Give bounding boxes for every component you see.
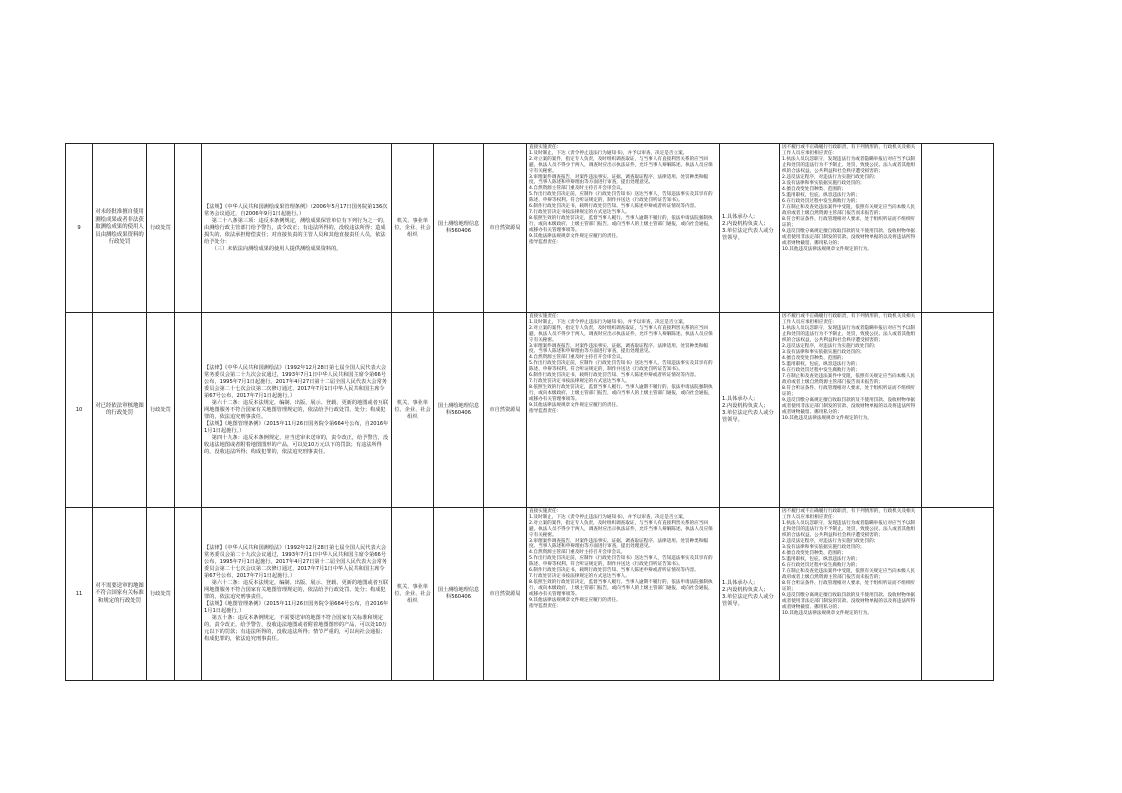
responsibility-list — [527, 508, 720, 681]
responsibility-line: 5.作出行政处罚决定前，应制作《行政处罚告知书》送达当事人，告知违法事实及其享有的陈述、申辩等权利。符合听证规定的，制作并送达《行政处罚听证告知书》。 — [529, 556, 713, 568]
responsible-department: 国土测绘地理信息科560406 — [434, 508, 484, 681]
accountability-line: 9.违反罚缴分离规定擅自收取罚款的及不使用罚款、没收财物单据或者使用非法定部门制发的罚款、没收财物单据的以及将违法所得或者财物截留、挪用私分的； — [782, 229, 916, 246]
item-name: 对不需要送审的地图不符合国家有关标准和规定的行政处罚 — [93, 508, 147, 681]
table-row — [66, 313, 994, 508]
table-row — [66, 144, 994, 313]
responsibility-line: 6.制作行政处罚决定书，载明行政处罚告知、当事人陈述申辩或者听证情况等内容。 — [529, 204, 699, 210]
accountability-line: 1.执法人员玩忽职守，发现违法行为或者隐瞒举报后对应当予以制止和处罚的违法行为不予制止、处罚，致使公民、法人或者其他组织的合法权益、公共利益和社会秩序遭受损害的； — [782, 521, 916, 538]
row-number: 9 — [66, 144, 93, 313]
responsible-department: 国土测绘地理信息科560406 — [434, 144, 484, 313]
responsible-bureau: 市自然资源局 — [484, 313, 527, 508]
responsibility-list — [527, 144, 720, 313]
responsibility-line: 2.对立案的案件，指定专人负责，及时组织调查取证，与当事人有直接利害关系的应当回避。执法人员不得少于两人，调查时应出示执法证件，允许当事人辩解陈述。执法人员应保守有关秘密。 — [529, 156, 713, 174]
responsibility-line: 7.行政处罚决定书按法律规定的方式送达当事人。 — [529, 573, 630, 579]
responsibility-line: 3.审理案件调查报告，对案件违法事实、证据、调查取证程序、法律适用、处罚种类和幅度、当事人陈述和申辩理由等方面进行审查，提出处理意见。 — [529, 538, 708, 550]
responsible-bureau: 市自然资源局 — [484, 508, 527, 681]
responsibility-line: 4.自然资源主管部门重及时主持召开会审会议。 — [529, 355, 626, 361]
responsibility-line: 3.审理案件调查报告，对案件违法事实、证据、调查取证程序、法律适用、处罚种类和幅度、当事人陈述和申辩理由等方面进行审查，提出处理意见。 — [529, 343, 708, 355]
power-list-table — [65, 143, 994, 681]
accountability-line: 4.擅自改变处罚种类、范围的； — [782, 356, 847, 361]
accountable-line: 3.单位法定代表人或分管领导。 — [722, 410, 774, 423]
accountability-line: 5.滥用职权，包庇、纵容违法行为的； — [782, 193, 860, 198]
responsibility-line: 直接实施责任： — [529, 145, 562, 150]
power-category: 行政处罚 — [147, 313, 175, 508]
accountability-line: 7.在制止和及查处违法案件中受阻，依照有关规定应当向本级人民政府或者上级自然资源主管部门报告而未报告的； — [782, 374, 916, 385]
responsibility-line: 指导监督责任： — [529, 603, 562, 609]
responsibility-line: 2.对立案的案件，指定专人负责，及时组织调查取证，与当事人有直接利害关系的应当回避。执法人员不得少于两人，调查时应出示执法证件，允许当事人辩解陈述。执法人员应保守有关秘密。 — [529, 520, 713, 538]
responsibility-line: 6.制作行政处罚决定书，载明行政处罚告知、当事人陈述申辩或者听证情况等内容。 — [529, 568, 699, 574]
remarks-cell — [922, 508, 994, 681]
accountability-line: 7.在制止和及查处违法案件中受阻，依照有关规定应当向本级人民政府或者上级自然资源主管部门报告而未报告的； — [782, 569, 916, 580]
accountability-line: 1.执法人员玩忽职守，发现违法行为或者隐瞒举报后对应当予以制止和处罚的违法行为不予制止、处罚，致使公民、法人或者其他组织的合法权益、公共利益和社会秩序遭受损害的； — [782, 326, 916, 343]
accountability-line: 10.其他违反法律法规规章文件规定的行为。 — [782, 611, 872, 616]
empty-cell — [175, 144, 202, 313]
implementing-subject: 机关、事业单位、企业、社会组织 — [392, 313, 434, 508]
responsibility-line: 1.及时制止，下达《责令停止违法行为通知书》，并予以审查，决定是否立案。 — [529, 150, 688, 156]
accountability-line: 2.违反法定程序，对违法行为实施行政处罚的； — [782, 539, 879, 544]
responsibility-line: 2.对立案的案件，指定专人负责，及时组织调查取证，与当事人有直接利害关系的应当回避。执法人员不得少于两人，调查时应出示执法证件，允许当事人辩解陈述。执法人员应保守有关秘密。 — [529, 325, 713, 343]
responsibility-list — [527, 313, 720, 508]
responsible-department: 国土测绘地理信息科560406 — [434, 313, 484, 508]
responsibility-line: 4.自然资源主管部门重及时主持召开会审会议。 — [529, 186, 626, 192]
responsible-bureau: 市自然资源局 — [484, 144, 527, 313]
responsibility-line: 指导监督责任： — [529, 408, 562, 414]
responsibility-line: 9.其他法律法规规章文件规定应履行的责任。 — [529, 402, 621, 408]
power-category: 行政处罚 — [147, 508, 175, 681]
item-name: 对已经依法审核地图的行政处罚 — [93, 313, 147, 508]
responsibility-line: 5.作出行政处罚决定前，应制作《行政处罚告知书》送达当事人，告知违法事实及其享有的陈述、申辩等权利。符合听证规定的，制作并送达《行政处罚听证告知书》。 — [529, 361, 713, 373]
responsibility-line: 3.审理案件调查报告，对案件违法事实、证据、调查取证程序、法律适用、处罚种类和幅度、当事人陈述和申辩理由等方面进行审查，提出处理意见。 — [529, 174, 708, 186]
responsibility-line: 7.行政处罚决定书按法律规定的方式送达当事人。 — [529, 209, 630, 215]
responsibility-line: 9.其他法律法规规章文件规定应履行的责任。 — [529, 233, 621, 239]
basis-paragraph: 【法律】《中华人民共和国测绘法》（1992年12月28日第七届全国人民代表大会常务委员会第二十九次会议通过，1993年7月1日中华人民共和国主席令第66号公布，1995年7月1日起施行。2017年4月27日第十二届全国人民代表大会常务委员会第二十七次会议第二次修订通过，2017年7月1日中华人民共和国主席令第67号公布，2017年7月1日起施行。） — [204, 364, 387, 399]
accountability-line: 9.违反罚缴分离规定擅自收取罚款的及不使用罚款、没收财物单据或者使用非法定部门制发的罚款、没收财物单据的以及将违法所得或者财物截留、挪用私分的； — [782, 593, 916, 610]
basis-paragraph: 【法律】《中华人民共和国测绘法》（1992年12月28日第七届全国人民代表大会常务委员会第二十九次会议通过，1993年7月1日中华人民共和国主席令第66号公布，1995年7月1日起施行。2017年4月27日第十二届全国人民代表大会常务委员会第二十七次会议第二次修订通过，2017年7月1日中华人民共和国主席令第67号公布，2017年7月1日起施行。） — [204, 545, 387, 579]
power-category: 行政处罚 — [147, 144, 175, 313]
responsibility-line: 6.制作行政处罚决定书，载明行政处罚告知、当事人陈述申辩或者听证情况等内容。 — [529, 373, 699, 379]
basis-paragraph: 第五十条：违反本条例规定，不需要送审的地图不符合国家有关标准和规定的，责令改正，给予警告，没收违法地图或者附着地图图形的产品，可以处10万元以下的罚款；有违法所得的，没收违法所得；情节严重的，可以向社会通报；构成犯罪的，依法追究刑事责任。 — [204, 615, 387, 642]
accountability-line: 8.符合听证条件、行政管理相对人要求，处于组织听证而不组织听证的； — [782, 581, 916, 592]
accountability-line: 10.其他违反法律法规规章文件规定的行为。 — [782, 247, 872, 252]
accountability-line: 8.符合听证条件、行政管理相对人要求，处于组织听证而不组织听证的； — [782, 386, 916, 397]
accountable-line: 1.具体承办人； — [722, 580, 759, 586]
basis-paragraph: 第二十八条第三项：违反本条例规定，测绘成果保管单位有下列行为之一的，由测绘行政主管部门给予警告，责令改正；有违法所得的，没收违法所得；造成损失的，依法承担赔偿责任；对直接负责的主管人员和其他直接责任人员，依法给予处分： — [204, 217, 389, 245]
legal-basis — [202, 313, 392, 508]
table-row — [66, 508, 994, 681]
basis-paragraph: （三）未依法向测绘成果的使用人提供测绘成果资料的。 — [211, 245, 342, 252]
accountable-line: 1.具体承办人； — [722, 396, 759, 402]
remarks-cell — [922, 313, 994, 508]
remarks-cell — [922, 144, 994, 313]
empty-cell — [175, 313, 202, 508]
accountability-cases — [780, 508, 922, 681]
legal-basis — [202, 144, 392, 313]
accountability-line: 10.其他违反法律法规规章文件规定的行为。 — [782, 416, 872, 421]
responsibility-line: 9.其他法律法规规章文件规定应履行的责任。 — [529, 597, 621, 603]
accountability-line: 5.滥用职权，包庇、纵容违法行为的； — [782, 557, 860, 562]
accountability-line: 6.在行政处罚过程中发生腐败行为的； — [782, 368, 860, 373]
empty-cell — [175, 508, 202, 681]
accountable-line: 3.单位法定代表人或分管领导。 — [722, 594, 774, 607]
accountability-line: 3.没有法律和事实依据实施行政处罚的； — [782, 545, 865, 550]
responsibility-line: 5.作出行政处罚决定前，应制作《行政处罚告知书》送达当事人，告知违法事实及其享有的陈述、申辩等权利。符合听证规定的，制作并送达《行政处罚听证告知书》。 — [529, 192, 713, 204]
accountability-line: 4.擅自改变处罚种类、范围的； — [782, 187, 847, 192]
responsibility-line: 直接实施责任： — [529, 314, 562, 319]
accountable-persons — [720, 508, 780, 681]
accountability-line: 5.滥用职权，包庇、纵容违法行为的； — [782, 362, 860, 367]
responsibility-line: 指导监督责任： — [529, 239, 562, 245]
responsibility-line: 7.行政处罚决定书按法律规定的方式送达当事人。 — [529, 378, 630, 384]
basis-paragraph: 第四十九条：违反本条例规定，应当送审未送审的，责令改正，给予警告，没收违法地图或者附着地图图形的产品，可以处10万元以下的罚款；有违法所得的，没收违法所得；构成犯罪的，依法追究刑事责任。 — [204, 434, 389, 455]
accountability-cases — [780, 313, 922, 508]
responsibility-line: 8.依照生效的行政处罚决定，监督当事人履行。当事人逾期不履行的，依法申请法院强制执行，或向本级政府、上级主管部门报告，或向当事人的上级主管部门通报，或向社会通报，或移办有关管理事项等。 — [529, 384, 713, 402]
accountable-line: 2.内设机构负责人； — [722, 403, 769, 409]
accountable-persons — [720, 144, 780, 313]
accountability-cases — [780, 144, 922, 313]
accountability-line: 3.没有法律和事实依据实施行政处罚的； — [782, 181, 865, 186]
accountability-line: 2.违反法定程序，对违法行为实施行政处罚的； — [782, 175, 879, 180]
implementing-subject: 机关、事业单位、企业、社会组织 — [392, 144, 434, 313]
row-number: 11 — [66, 508, 93, 681]
row-number: 10 — [66, 313, 93, 508]
accountable-persons — [720, 313, 780, 508]
accountability-line: 6.在行政处罚过程中发生腐败行为的； — [782, 563, 860, 568]
basis-paragraph: 【法规】《地图管理条例》（2015年11月26日国务院令第664号公布，自2016年1月1日起施行。） — [204, 601, 389, 614]
accountable-line: 1.具体承办人； — [722, 214, 759, 220]
accountability-line: 因不履行或不正确履行行政职责，有下列情形的，行政机关及相关工作人员应承担相应责任： — [782, 314, 916, 325]
accountable-line: 3.单位法定代表人或分管领导。 — [722, 228, 774, 241]
accountability-line: 2.违反法定程序，对违法行为实施行政处罚的； — [782, 344, 879, 349]
responsibility-line: 直接实施责任： — [529, 509, 562, 514]
item-name: 对未经批准擅自使用测绘成果或者非法获取测绘成果的使用人员由测绘成果资料的行政处罚 — [93, 144, 147, 313]
basis-paragraph: 【法规】《地图管理条例》（2015年11月26日国务院令第664号公布，自2016年1月1日起施行。） — [204, 420, 389, 434]
table-body — [66, 144, 994, 681]
legal-basis — [202, 508, 392, 681]
basis-paragraph: 【法规】《中华人民共和国测绘成果管理条例》（2006年5月17日国务院第136次常务会议通过，自2006年9月1日起施行。） — [204, 203, 388, 217]
responsibility-line: 8.依照生效的行政处罚决定，监督当事人履行。当事人逾期不履行的，依法申请法院强制执行，或向本级政府、上级主管部门报告，或向当事人的上级主管部门通报，或向社会通报，或移办有关管理事项等。 — [529, 579, 713, 597]
responsibility-line: 1.及时制止，下达《责令停止违法行为通知书》，并予以审查，决定是否立案。 — [529, 514, 688, 520]
accountability-line: 9.违反罚缴分离规定擅自收取罚款的及不使用罚款、没收财物单据或者使用非法定部门制发的罚款、没收财物单据的以及将违法所得或者财物截留、挪用私分的； — [782, 398, 916, 415]
responsibility-line: 1.及时制止，下达《责令停止违法行为通知书》，并予以审查，决定是否立案。 — [529, 319, 688, 325]
accountability-line: 7.在制止和及查处违法案件中受阻，依照有关规定应当向本级人民政府或者上级自然资源主管部门报告而未报告的； — [782, 205, 916, 216]
accountability-line: 6.在行政处罚过程中发生腐败行为的； — [782, 199, 860, 204]
accountable-line: 2.内设机构负责人； — [722, 221, 769, 227]
responsibility-line: 8.依照生效的行政处罚决定，监督当事人履行。当事人逾期不履行的，依法申请法院强制执行，或向本级政府、上级主管部门报告，或向当事人的上级主管部门通报，或向社会通报，或移办有关管理事项等。 — [529, 215, 713, 233]
responsibility-line: 4.自然资源主管部门重及时主持召开会审会议。 — [529, 550, 626, 556]
basis-paragraph: 第六十二条：违反本法规定，编制、出版、展示、登载、更新的地图或者互联网地图服务不符合国家有关地图管理规定的，依法给予行政处罚、处分；构成犯罪的，依法追究刑事责任。 — [204, 580, 389, 600]
implementing-subject: 机关、事业单位、企业、社会组织 — [392, 508, 434, 681]
accountability-line: 因不履行或不正确履行行政职责，有下列情形的，行政机关及相关工作人员应承担相应责任： — [782, 509, 916, 520]
accountability-line: 1.执法人员玩忽职守，发现违法行为或者隐瞒举报后对应当予以制止和处罚的违法行为不予制止、处罚，致使公民、法人或者其他组织的合法权益、公共利益和社会秩序遭受损害的； — [782, 157, 916, 174]
accountability-line: 3.没有法律和事实依据实施行政处罚的； — [782, 350, 865, 355]
accountability-line: 8.符合听证条件、行政管理相对人要求，处于组织听证而不组织听证的； — [782, 217, 916, 228]
accountable-line: 2.内设机构负责人； — [722, 587, 769, 593]
basis-paragraph: 第六十二条：违反本法规定，编制、出版、展示、登载、更新的地图或者互联网地图服务不符合国家有关地图管理规定的，依法给予行政处罚、处分；构成犯罪的，依法追究刑事责任。 — [204, 399, 389, 420]
accountability-line: 4.擅自改变处罚种类、范围的； — [782, 551, 847, 556]
accountability-line: 因不履行或不正确履行行政职责，有下列情形的，行政机关及相关工作人员应承担相应责任： — [782, 145, 916, 156]
